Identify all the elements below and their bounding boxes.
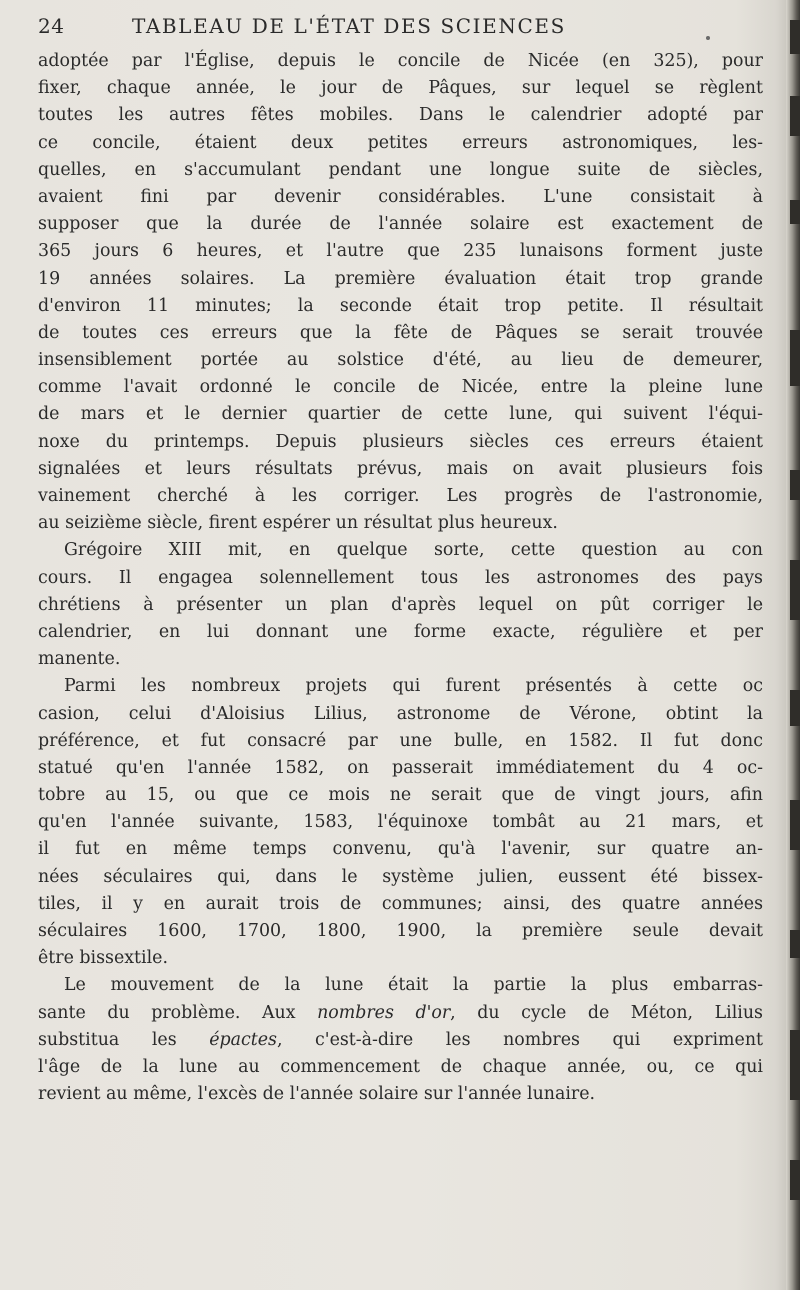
edge-mark [790,200,800,224]
ink-speck [706,36,710,40]
italic-term: nombres d'or [317,1002,451,1023]
text-segment: , du cycle de Méton, Lilius [450,1002,763,1023]
text-line: vainement cherché à les corriger. Les progrès de l'astronomie, [38,486,763,506]
edge-mark [790,800,800,850]
text-line: être bissextile. [38,948,168,969]
text-line: de toutes ces erreurs que la fête de Pâques se serait trouvée [38,322,763,343]
text-line: l'âge de la lune au commencement de chaque année, ou, ce qui [38,1056,763,1077]
text-line: signalées et leurs résultats prévus, mais on avait plusieurs fois [38,458,763,479]
text-line: chrétiens à présenter un plan d'après lequel on pût corriger le [38,594,763,615]
text-segment: sante du problème. Aux [38,1002,318,1023]
running-header [20,6,760,42]
text-line: tobre au 15, ou que ce mois ne serait que de vingt jours, afin [38,785,763,806]
text-line: adoptée par l'Église, depuis le concile de Nicée (en 325), pour [38,51,763,71]
text-line: Grégoire XIII mit, en quelque sorte, cette question au con [64,540,763,561]
text-line: manente. [38,649,121,670]
text-line: il fut en même temps convenu, qu'à l'avenir, sur quatre an- [38,839,763,860]
italic-term: épactes [209,1029,277,1050]
edge-mark [790,330,800,386]
edge-mark [790,1160,800,1200]
text-line: Parmi les nombreux projets qui furent présentés à cette oc [64,676,763,697]
edge-mark [790,1030,800,1100]
text-line: nées séculaires qui, dans le système julien, eussent été bissex- [38,866,763,887]
text-line: de mars et le dernier quartier de cette lune, qui suivent l'équi- [38,404,763,425]
text-line: insensiblement portée au solstice d'été, au lieu de demeurer, [38,350,763,371]
text-line: comme l'avait ordonné le concile de Nicée, entre la pleine lune [38,377,763,398]
text-line: supposer que la durée de l'année solaire est exactement de [38,214,763,235]
edge-mark [790,96,800,136]
text-line: statué qu'en l'année 1582, on passerait immédiatement du 4 oc- [38,757,763,778]
text-line: préférence, et fut consacré par une bulle, en 1582. Il fut donc [38,730,763,751]
text-line: tiles, il y en aurait trois de communes; ainsi, des quatre années [38,893,763,914]
text-line: séculaires 1600, 1700, 1800, 1900, la première seule devait [38,921,763,941]
text-line: ce concile, étaient deux petites erreurs astronomiques, les- [38,132,763,153]
text-line: revient au même, l'excès de l'année solaire sur l'année lunaire. [38,1084,596,1105]
text-line: toutes les autres fêtes mobiles. Dans le calendrier adopté par [38,105,763,126]
text-line: 365 jours 6 heures, et l'autre que 235 lunaisons forment juste [38,241,763,262]
text-line: d'environ 11 minutes; la seconde était trop petite. Il résultait [38,295,763,316]
text-line: au seizième siècle, firent espérer un résultat plus heureux. [38,513,558,534]
page-number: 24 [38,14,65,38]
text-line: fixer, chaque année, le jour de Pâques, sur lequel se règlent [38,78,763,99]
text-line: quelles, en s'accumulant pendant une longue suite de siècles, [38,159,763,180]
page-edge-shadow [786,0,800,1290]
edge-mark [790,560,800,620]
text-line: qu'en l'année suivante, 1583, l'équinoxe tombât au 21 mars, et [38,812,763,833]
text-segment: , c'est-à-dire les nombres qui expriment [276,1029,764,1050]
text-line: 19 années solaires. La première évaluation était trop grande [38,268,763,289]
edge-mark [790,470,800,500]
running-title: TABLEAU DE L'ÉTAT DES SCIENCES [132,14,566,38]
text-line: cours. Il engagea solennellement tous les astronomes des pays [38,567,763,588]
edge-mark [790,690,800,726]
text-line: Le mouvement de la lune était la partie la plus embarras- [64,975,763,996]
text-line: casion, celui d'Aloisius Lilius, astronome de Vérone, obtint la [38,703,763,724]
text-line: noxe du printemps. Depuis plusieurs siècles ces erreurs étaient [38,431,763,452]
text-line: calendrier, en lui donnant une forme exacte, régulière et per [38,621,763,642]
body-text [38,48,763,1108]
text-segment: substitua les [38,1029,210,1050]
text-line: avaient fini par devenir considérables. L'une consistait à [38,186,763,207]
text-line [38,1027,763,1054]
text-line [38,1000,763,1027]
edge-mark [790,930,800,958]
edge-mark [790,20,800,54]
